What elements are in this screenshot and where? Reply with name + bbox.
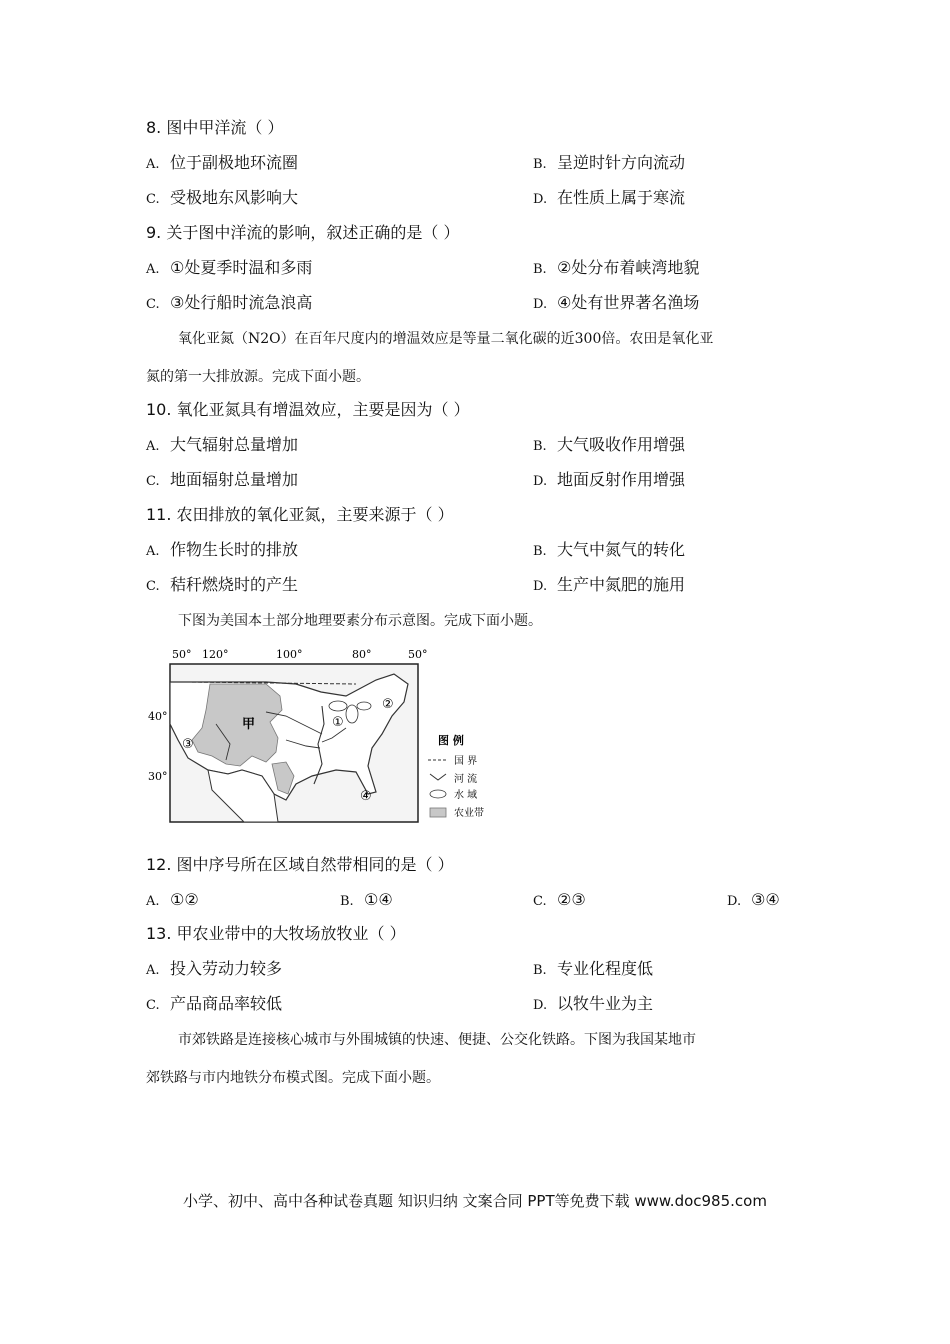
option-letter: D. bbox=[533, 474, 548, 489]
question-9-stem: 9. 关于图中洋流的影响，叙述正确的是（ ） bbox=[146, 223, 460, 242]
option-letter: A. bbox=[146, 262, 160, 277]
option-text: ④处有世界著名渔场 bbox=[557, 293, 700, 312]
lon-label: 80° bbox=[352, 648, 372, 661]
option-text: ③处行船时流急浪高 bbox=[170, 293, 313, 312]
q8-option-b[interactable] bbox=[533, 153, 685, 175]
q9-option-d[interactable] bbox=[533, 293, 699, 315]
option-letter: D. bbox=[727, 894, 742, 909]
option-letter: C. bbox=[146, 474, 160, 489]
option-text: 位于副极地环流圈 bbox=[170, 153, 299, 172]
q11-option-b[interactable] bbox=[533, 540, 685, 562]
option-text: 大气吸收作用增强 bbox=[557, 435, 686, 454]
option-letter: C. bbox=[146, 998, 160, 1013]
option-text: 秸秆燃烧时的产生 bbox=[170, 575, 299, 594]
option-text: 作物生长时的排放 bbox=[170, 540, 299, 559]
option-text: 生产中氮肥的施用 bbox=[557, 575, 686, 594]
legend-water: 水 域 bbox=[454, 790, 478, 801]
option-letter: B. bbox=[533, 544, 547, 559]
q12-option-a[interactable] bbox=[146, 890, 199, 912]
q12-option-d[interactable] bbox=[727, 890, 780, 912]
q13-option-d[interactable] bbox=[533, 994, 653, 1016]
lon-label: 100° bbox=[276, 648, 303, 661]
option-letter: B. bbox=[340, 894, 354, 909]
agri-legend-icon bbox=[430, 808, 446, 817]
option-text: 在性质上属于寒流 bbox=[557, 188, 686, 207]
option-letter: C. bbox=[146, 192, 160, 207]
paragraph-line: 郊铁路与市内地铁分布模式图。完成下面小题。 bbox=[146, 1070, 440, 1086]
q11-option-a[interactable] bbox=[146, 540, 298, 562]
option-text: 大气中氮气的转化 bbox=[557, 540, 686, 559]
option-text: 以牧牛业为主 bbox=[557, 994, 654, 1013]
paragraph-line: 氮的第一大排放源。完成下面小题。 bbox=[146, 369, 370, 385]
lon-label: 120° bbox=[202, 648, 229, 661]
intro-paragraph-usa-map bbox=[146, 602, 806, 640]
option-text: ①④ bbox=[364, 890, 393, 909]
option-letter: A. bbox=[146, 894, 160, 909]
lat-label: 40° bbox=[148, 710, 168, 723]
paragraph-line: 下图为美国本土部分地理要素分布示意图。完成下面小题。 bbox=[178, 613, 542, 629]
lon-label: 50° bbox=[172, 648, 192, 661]
q8-option-d[interactable] bbox=[533, 188, 685, 210]
lake-icon bbox=[329, 701, 347, 711]
option-letter: A. bbox=[146, 963, 160, 978]
q11-option-d[interactable] bbox=[533, 575, 685, 597]
option-letter: B. bbox=[533, 963, 547, 978]
option-text: 地面辐射总量增加 bbox=[170, 470, 299, 489]
usa-map-figure bbox=[146, 644, 506, 826]
q11-option-c[interactable] bbox=[146, 575, 298, 597]
q8-option-a[interactable] bbox=[146, 153, 298, 175]
q9-option-b[interactable] bbox=[533, 258, 699, 280]
option-letter: B. bbox=[533, 157, 547, 172]
option-text: ②处分布着峡湾地貌 bbox=[557, 258, 700, 277]
intro-paragraph-railway bbox=[146, 1021, 806, 1097]
option-text: ③④ bbox=[751, 890, 780, 909]
map-point-4: ④ bbox=[360, 789, 372, 804]
option-text: 大气辐射总量增加 bbox=[170, 435, 299, 454]
q10-option-d[interactable] bbox=[533, 470, 685, 492]
legend-border: 国 界 bbox=[454, 756, 478, 767]
q9-option-c[interactable] bbox=[146, 293, 312, 315]
q13-option-c[interactable] bbox=[146, 994, 282, 1016]
option-text: 产品商品率较低 bbox=[170, 994, 283, 1013]
option-letter: C. bbox=[146, 297, 160, 312]
option-text: 呈逆时针方向流动 bbox=[557, 153, 686, 172]
option-letter: C. bbox=[533, 894, 547, 909]
q13-option-a[interactable] bbox=[146, 959, 282, 981]
option-text: 专业化程度低 bbox=[557, 959, 654, 978]
legend-agri: 农业带 bbox=[454, 808, 484, 819]
q13-option-b[interactable] bbox=[533, 959, 653, 981]
paragraph-line: 氧化亚氮（N2O）在百年尺度内的增温效应是等量二氧化碳的近300倍。农田是氧化亚 bbox=[178, 331, 714, 347]
option-letter: C. bbox=[146, 579, 160, 594]
option-letter: D. bbox=[533, 579, 548, 594]
option-letter: D. bbox=[533, 192, 548, 207]
q10-option-a[interactable] bbox=[146, 435, 298, 457]
option-text: 地面反射作用增强 bbox=[557, 470, 686, 489]
question-8-stem: 8. 图中甲洋流（ ） bbox=[146, 118, 284, 137]
river-legend-icon bbox=[430, 774, 446, 780]
page-footer: 小学、初中、高中各种试卷真题 知识归纳 文案合同 PPT等免费下载 www.doc985.com bbox=[183, 1192, 767, 1210]
q12-option-c[interactable] bbox=[533, 890, 586, 912]
map-point-3: ③ bbox=[182, 737, 194, 752]
map-legend bbox=[428, 733, 484, 819]
question-10-stem: 10. 氧化亚氮具有增温效应，主要是因为（ ） bbox=[146, 400, 470, 419]
lat-label: 30° bbox=[148, 770, 168, 783]
option-letter: D. bbox=[533, 998, 548, 1013]
water-legend-icon bbox=[430, 790, 446, 798]
intro-paragraph-n2o bbox=[146, 320, 806, 396]
region-label-jia: 甲 bbox=[242, 717, 256, 732]
q10-option-c[interactable] bbox=[146, 470, 298, 492]
option-text: ②③ bbox=[557, 890, 586, 909]
map-point-2: ② bbox=[382, 697, 394, 712]
q10-option-b[interactable] bbox=[533, 435, 685, 457]
question-12-stem: 12. 图中序号所在区域自然带相同的是（ ） bbox=[146, 855, 454, 874]
q8-option-c[interactable] bbox=[146, 188, 298, 210]
lake-icon bbox=[346, 705, 358, 723]
option-letter: D. bbox=[533, 297, 548, 312]
legend-river: 河 流 bbox=[454, 774, 478, 785]
option-text: 受极地东风影响大 bbox=[170, 188, 299, 207]
q12-option-b[interactable] bbox=[340, 890, 393, 912]
option-letter: A. bbox=[146, 439, 160, 454]
option-text: ①② bbox=[170, 890, 199, 909]
option-letter: B. bbox=[533, 439, 547, 454]
q9-option-a[interactable] bbox=[146, 258, 312, 280]
legend-title: 图 例 bbox=[438, 734, 464, 747]
question-11-stem: 11. 农田排放的氧化亚氮，主要来源于（ ） bbox=[146, 505, 454, 524]
option-text: ①处夏季时温和多雨 bbox=[170, 258, 313, 277]
lake-icon bbox=[357, 702, 371, 710]
option-letter: A. bbox=[146, 157, 160, 172]
lon-label: 50° bbox=[408, 648, 428, 661]
map-point-1: ① bbox=[332, 715, 344, 730]
question-13-stem: 13. 甲农业带中的大牧场放牧业（ ） bbox=[146, 924, 406, 943]
option-letter: A. bbox=[146, 544, 160, 559]
paragraph-line: 市郊铁路是连接核心城市与外围城镇的快速、便捷、公交化铁路。下图为我国某地市 bbox=[178, 1032, 696, 1048]
option-text: 投入劳动力较多 bbox=[170, 959, 283, 978]
option-letter: B. bbox=[533, 262, 547, 277]
